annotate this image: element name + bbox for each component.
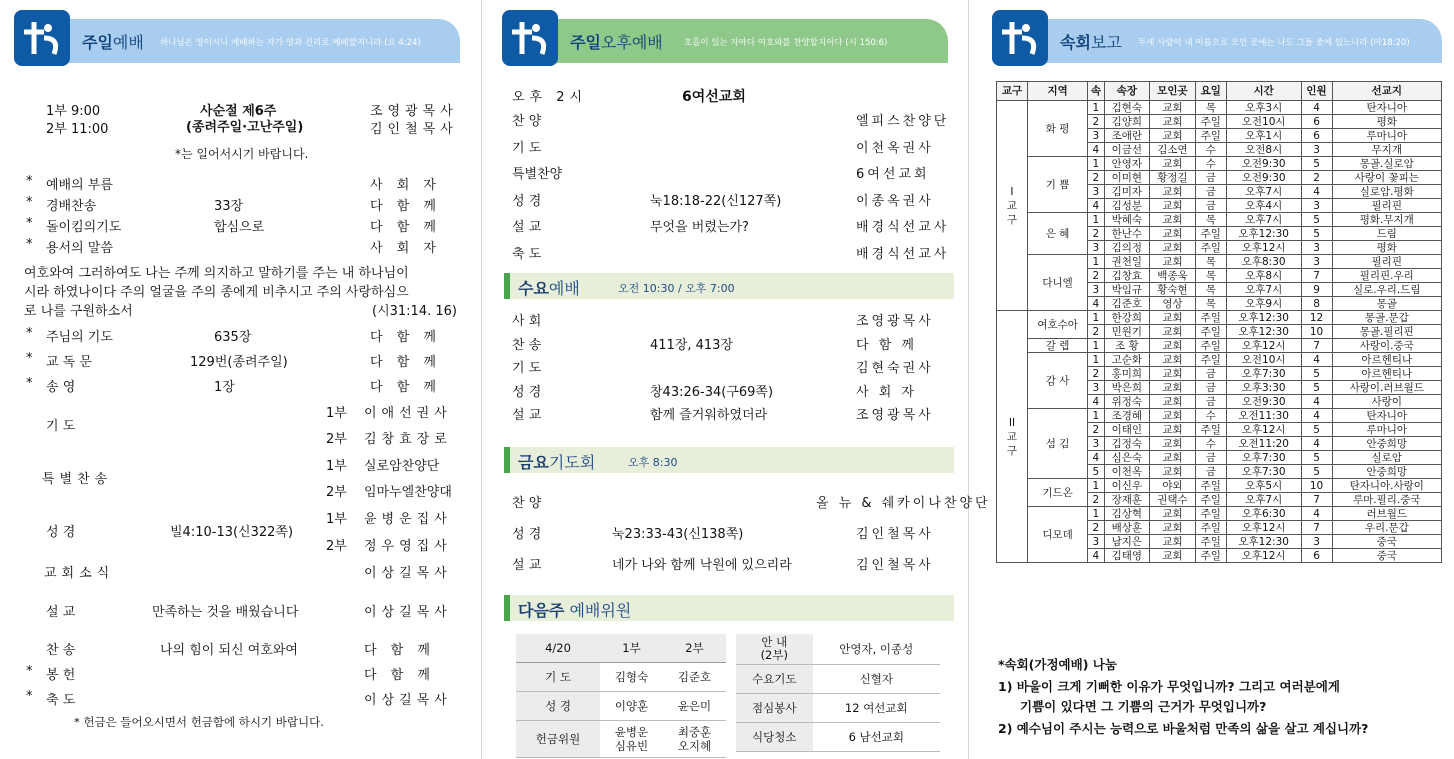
afternoon-time: 오후 2시 [512,90,588,105]
table-row: 4 김성분 교회 금 오후4시 3 필리핀 [997,199,1442,213]
program-item: 기 도 [512,361,542,376]
column-header: 선교지 [1332,82,1441,101]
service-time-1: 1부 9:00 [46,104,101,119]
table-row: I 교 구 화 평 1 김현숙 교회 목 오후3시 4 탄자니아 [997,101,1442,115]
table-row: 기 쁨 1 안영자 교회 수 오전9:30 5 몽골.실로암 [997,157,1442,171]
cell-header: 속회보고 두세 사람이 내 이름으로 모인 곳에는 나도 그들 중에 있느니라 (마18:20) [992,10,1442,68]
column-header: 교구 [997,82,1028,101]
table-row: 2 김양희 교회 주일 오전10시 6 평화 [997,115,1442,129]
hymn-label: 찬 송 [46,643,76,658]
program-item: 예배의 부름 [46,178,113,193]
sermon-title: 만족하는 것을 배웠습니다 [152,605,299,620]
area-cell: 디모데 [1027,507,1087,563]
church-logo-icon [14,10,70,66]
program-item: 기 도 [512,140,542,156]
district-cell: I 교 구 [997,101,1028,311]
prayer-1: 이애선권사 [364,406,452,421]
scripture-ref: 빌4:10-13(신322쪽) [170,525,294,540]
sunday-header: 주일예배 하나님은 영이시니 예배하는 자가 영과 진리로 예배할지니라 (요 4:24) [14,10,464,68]
column-header: 속 [1088,82,1104,101]
sunday-title: 주일 [82,33,113,52]
program-item: 설 교 [512,220,542,235]
table-row: 2 홍미희 교회 금 오후7:30 5 아르헨티나 [997,367,1442,381]
table-row: 2 이태인 교회 주일 오후12시 5 루마니아 [997,423,1442,437]
bless-label: 축 도 [46,693,76,708]
column-header: 시간 [1226,82,1301,101]
nextweek-header: 다음주 예배위원 [504,595,954,621]
pastor-2: 김인철목사 [370,122,458,137]
forgive-ref: (시31:14. 16) [372,304,457,319]
wednesday-time: 오전 10:30 / 오후 7:00 [618,282,735,295]
friday-time: 오후 8:30 [628,456,678,469]
program-item: 설 교 [512,408,542,423]
nextweek-table-right [736,634,940,752]
program-item: 축 도 [512,246,542,262]
program-item: 특별찬양 [512,167,563,182]
nextweek-row: 식당청소 6 남선교회 [736,723,940,752]
column-header: 속장 [1104,82,1150,101]
program-item: 사 회 [512,314,542,329]
wednesday-header: 수요예배 오전 10:30 / 오후 7:00 [504,273,954,299]
afternoon-leader: 6여선교회 [682,89,746,105]
question-1: 1) 바울이 크게 기뻐한 이유가 무엇입니까? 그리고 여러분에게 [998,679,1340,694]
nextweek-row: 점심봉사 12 여선교회 [736,694,940,723]
table-row: 디모데 1 김상혁 교회 주일 오후6:30 4 러브월드 [997,507,1442,521]
table-row: 3 김의정 교회 주일 오후12시 3 평화 [997,241,1442,255]
pastor-1: 조영광목사 [370,104,458,119]
special-1: 실로암찬양단 [364,459,440,474]
program-item: 성 경 [512,384,542,400]
program-item: 성 경 [512,193,542,209]
sermon-label: 설 교 [46,605,76,620]
area-cell: 다니엘 [1027,255,1087,311]
nextweek-row: 성 경 이양훈 윤은미 [516,692,726,721]
prayer-2: 김창효장로 [364,432,452,447]
column-header: 요일 [1195,82,1226,101]
sunday-theme-sub: (종려주일·고난주일) [186,120,304,135]
table-row: 4 위정숙 교회 금 오전9:30 4 사랑이 [997,395,1442,409]
offer-label: 봉 헌 [46,668,76,683]
special-2: 임마누엘찬양대 [364,485,452,500]
table-row: 4 김준호 영상 목 오후9시 8 몽골 [997,297,1442,311]
table-row: 4 이금선 김소연 수 오전8시 3 무지개 [997,143,1442,157]
scripture-1: 윤병운집사 [364,512,452,527]
table-row: 3 남지은 교회 주일 오후12:30 3 중국 [997,535,1442,549]
nextweek-row: 안 내 (2부) 안영자, 이종성 [736,634,940,665]
district-cell: II 교 구 [997,311,1028,563]
program-item: 돌이킴의기도 [46,220,122,235]
hymn-title: 나의 힘이 되신 여호와여 [160,643,298,658]
nextweek-row: 기 도 김형숙 김준호 [516,663,726,692]
area-cell: 화 평 [1027,101,1087,157]
table-row: 3 조애란 교회 주일 오후1시 6 루마니아 [997,129,1442,143]
area-cell: 감 사 [1027,353,1087,409]
table-row: 2 이미현 황정길 금 오전9:30 2 사랑이 꽃피는 [997,171,1442,185]
table-row: 갈 렙 1 조 황 교회 주일 오후12시 7 사랑이.중국 [997,339,1442,353]
table-row: 2 장재훈 권택수 주일 오후7시 7 루마.필리.중국 [997,493,1442,507]
table-row: 다니엘 1 권천일 교회 목 오후8:30 3 필리핀 [997,255,1442,269]
share-title: *속회(가정예배) 나눔 [998,657,1117,672]
table-row: II 교 구 여호수아 1 한강희 교회 주일 오후12:30 12 몽골.문갑 [997,311,1442,325]
nextweek-table-left: 4/20 1부 2부 기 도 김형숙 김준호 성 경 이양훈 윤은미 헌금위원 윤병운 심유빈 최중훈 오지혜 [516,634,726,758]
cell-report-table [996,81,1442,563]
table-row: 3 박임규 황숙현 목 오후7시 9 실로.우리.드림 [997,283,1442,297]
special-label: 특별찬송 [42,472,113,487]
afternoon-title: 주일 [570,33,601,52]
forgive-text: 여호와여 그러하여도 나는 주께 의지하고 말하기를 주는 내 하나님이 [24,266,409,281]
nextweek-row: 헌금위원 윤병운 심유빈 최중훈 오지혜 [516,721,726,758]
cell-verse: 두세 사람이 내 이름으로 모인 곳에는 나도 그들 중에 있느니라 (마18:20) [1138,38,1410,48]
program-item: 설 교 [512,558,542,573]
afternoon-verse: 호흡이 있는 자마다 여호와를 찬양할지어다 (시 150:6) [684,38,888,48]
column-header: 인원 [1301,82,1332,101]
cell-title: 속회 [1060,33,1091,52]
program-item: 주님의 기도 [46,330,113,345]
scripture-2: 정우영집사 [364,539,452,554]
table-row: 2 김창효 백종욱 목 오후8시 7 필리핀.우리 [997,269,1442,283]
table-row: 2 배상훈 교회 주일 오후12시 7 우리.문갑 [997,521,1442,535]
table-row: 2 민원기 교회 주일 오후12:30 10 몽골.필리핀 [997,325,1442,339]
table-row: 3 김미자 교회 금 오후7시 4 실로암.평화 [997,185,1442,199]
table-row: 3 박은희 교회 금 오후3:30 5 사랑이.러브월드 [997,381,1442,395]
sunday-theme: 사순절 제6주 [200,104,277,119]
friday-header: 금요기도회 오후 8:30 [504,447,954,473]
table-row: 은 혜 1 박혜숙 교회 목 오후7시 5 평화.무지개 [997,213,1442,227]
table-row: 3 김정숙 교회 수 오전11:20 4 안중희망 [997,437,1442,451]
area-cell: 섬 김 [1027,409,1087,479]
program-item: 용서의 말씀 [46,241,113,256]
question-2: 2) 예수님이 주시는 능력으로 바울처럼 만족의 삶을 살고 계십니까? [998,721,1369,736]
column-header: 지역 [1027,82,1087,101]
church-logo-icon [502,10,558,66]
program-item: 찬 양 [512,114,542,129]
table-row: 4 김태영 교회 주일 오후12시 6 중국 [997,549,1442,563]
prayer-label: 기 도 [46,419,76,434]
service-time-2: 2부 11:00 [46,122,109,137]
table-row: 5 이천옥 교회 금 오후7:30 5 안중희망 [997,465,1442,479]
table-row: 2 한난수 교회 주일 오후12:30 5 드림 [997,227,1442,241]
sunday-verse: 하나님은 영이시니 예배하는 자가 영과 진리로 예배할지니라 (요 4:24) [160,38,421,48]
area-cell: 기드온 [1027,479,1087,507]
table-row: 4 심은숙 교회 금 오후7:30 5 실로암 [997,451,1442,465]
nextweek-row: 수요기도 신혈자 [736,665,940,694]
afternoon-header: 주일오후예배 호흡이 있는 자마다 여호와를 찬양할지어다 (시 150:6) [502,10,952,68]
program-item: 교 독 문 [46,355,92,370]
program-item: 경배찬송 [46,199,97,214]
area-cell: 은 혜 [1027,213,1087,255]
scripture-label: 성 경 [46,525,76,540]
program-item: 찬 양 [512,496,542,511]
table-row: 섬 김 1 조경혜 교회 수 오전11:30 4 탄자니아 [997,409,1442,423]
program-item: 찬 송 [512,337,542,353]
table-row: 기드온 1 이신우 야외 주일 오후5시 10 탄자니아.사랑이 [997,479,1442,493]
area-cell: 여호수아 [1027,311,1087,339]
table-row: 감 사 1 고순화 교회 주일 오전10시 4 아르헨티나 [997,353,1442,367]
program-item: 성 경 [512,527,542,542]
church-logo-icon [992,10,1048,66]
area-cell: 갈 렙 [1027,339,1087,353]
news-label: 교회소식 [44,566,115,581]
offering-footer: * 헌금은 들어오시면서 헌금함에 하시기 바랍니다. [74,715,324,729]
stand-note: *는 일어서시기 바랍니다. [175,147,309,161]
area-cell: 기 쁨 [1027,157,1087,213]
column-header: 모인곳 [1150,82,1196,101]
program-item: 송 영 [46,380,76,395]
